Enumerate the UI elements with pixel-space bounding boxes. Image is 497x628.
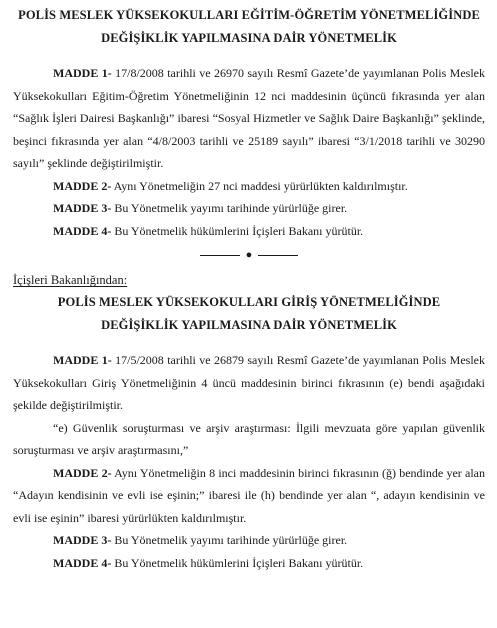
doc2-article-3	[13, 529, 485, 552]
article-label: MADDE 3-	[53, 533, 112, 548]
doc2-article-4	[13, 552, 485, 575]
doc2-quote: “e) Güvenlik soruşturması ve arşiv araştırması: İlgili mevzuata göre yapılan güvenlik soruşturması ve arşiv araştırmasını,”	[13, 420, 485, 458]
separator-line	[200, 255, 240, 256]
separator-dot: ●	[245, 249, 253, 262]
article-label: MADDE 2-	[53, 465, 112, 480]
doc1-title-line1: POLİS MESLEK YÜKSEKOKULLARI EĞİTİM-ÖĞRETİM YÖNETMELİĞİNDE	[18, 8, 480, 22]
ministry-heading: İçişleri Bakanlığından:	[13, 273, 128, 288]
doc1-article-3	[13, 197, 485, 220]
doc1-article-4	[13, 220, 485, 243]
doc2-title-line1: POLİS MESLEK YÜKSEKOKULLARI GİRİŞ YÖNETMELİĞİNDE	[57, 295, 441, 310]
article-text: Aynı Yönetmeliğin 8 inci maddesinin birinci fıkrasının (ğ) bendinde yer alan “Adayın kendisinin ve evli ise eşinin;” ibaresi ile (h) bendinde yer alan “, adayın kendisinin ve evli ise eşinin” ibaresi yürürlükten kaldırılmıştır.	[13, 465, 485, 525]
article-label: MADDE 1-	[53, 353, 112, 368]
article-label: MADDE 2-	[53, 178, 112, 193]
doc1-article-2	[13, 175, 485, 198]
article-text: Bu Yönetmelik hükümlerini İçişleri Bakanı yürütür.	[111, 555, 364, 570]
spacer	[13, 337, 485, 349]
spacer	[13, 50, 485, 62]
article-text: 17/8/2008 tarihli ve 26970 sayılı Resmî Gazete’de yayımlanan Polis Meslek Yüksekokulları Eğitim-Öğretim Yönetmeliğinin 12 nci maddesinin üçüncü fıkrasında yer alan “Sağlık İşleri Dairesi Başkanlığı” ibaresi “Sosyal Hizmetler ve Sağlık Daire Başkanlığı” şeklinde, beşinci fıkrasında yer alan “4/8/2003 tarihli ve 25189 sayılı” ibaresi “3/1/2018 tarihli ve 30290 sayılı” şeklinde değiştirilmiştir.	[13, 66, 486, 170]
article-label: MADDE 3-	[53, 201, 112, 215]
section-separator	[13, 244, 485, 265]
article-text: Bu Yönetmelik yayımı tarihinde yürürlüğe girer.	[111, 533, 348, 548]
doc2-title-line2: DEĞİŞİKLİK YAPILMASINA DAİR YÖNETMELİK	[101, 318, 397, 333]
doc2-article-1	[13, 349, 485, 417]
article-label: MADDE 4-	[53, 223, 112, 238]
article-text: 17/5/2008 tarihli ve 26879 sayılı Resmî Gazete’de yayımlanan Polis Meslek Yüksekokulları Giriş Yönetmeliğinin 4 üncü maddesinin birinci fıkrasının (e) bendi aşağıdaki şekilde değiştirilmiştir.	[13, 353, 486, 413]
article-text: Bu Yönetmelik hükümlerini İçişleri Bakanı yürütür.	[111, 223, 364, 238]
article-label: MADDE 1-	[53, 66, 112, 80]
article-text: Bu Yönetmelik yayımı tarihinde yürürlüğe girer.	[111, 201, 348, 215]
article-label: MADDE 4-	[53, 555, 112, 570]
doc2-article-2	[13, 462, 485, 530]
article-text: Aynı Yönetmeliğin 27 nci maddesi yürürlükten kaldırılmıştır.	[111, 178, 408, 193]
doc1-title-line2: DEĞİŞİKLİK YAPILMASINA DAİR YÖNETMELİK	[101, 31, 397, 45]
separator-line	[258, 255, 298, 256]
doc1-article-1	[13, 62, 485, 175]
